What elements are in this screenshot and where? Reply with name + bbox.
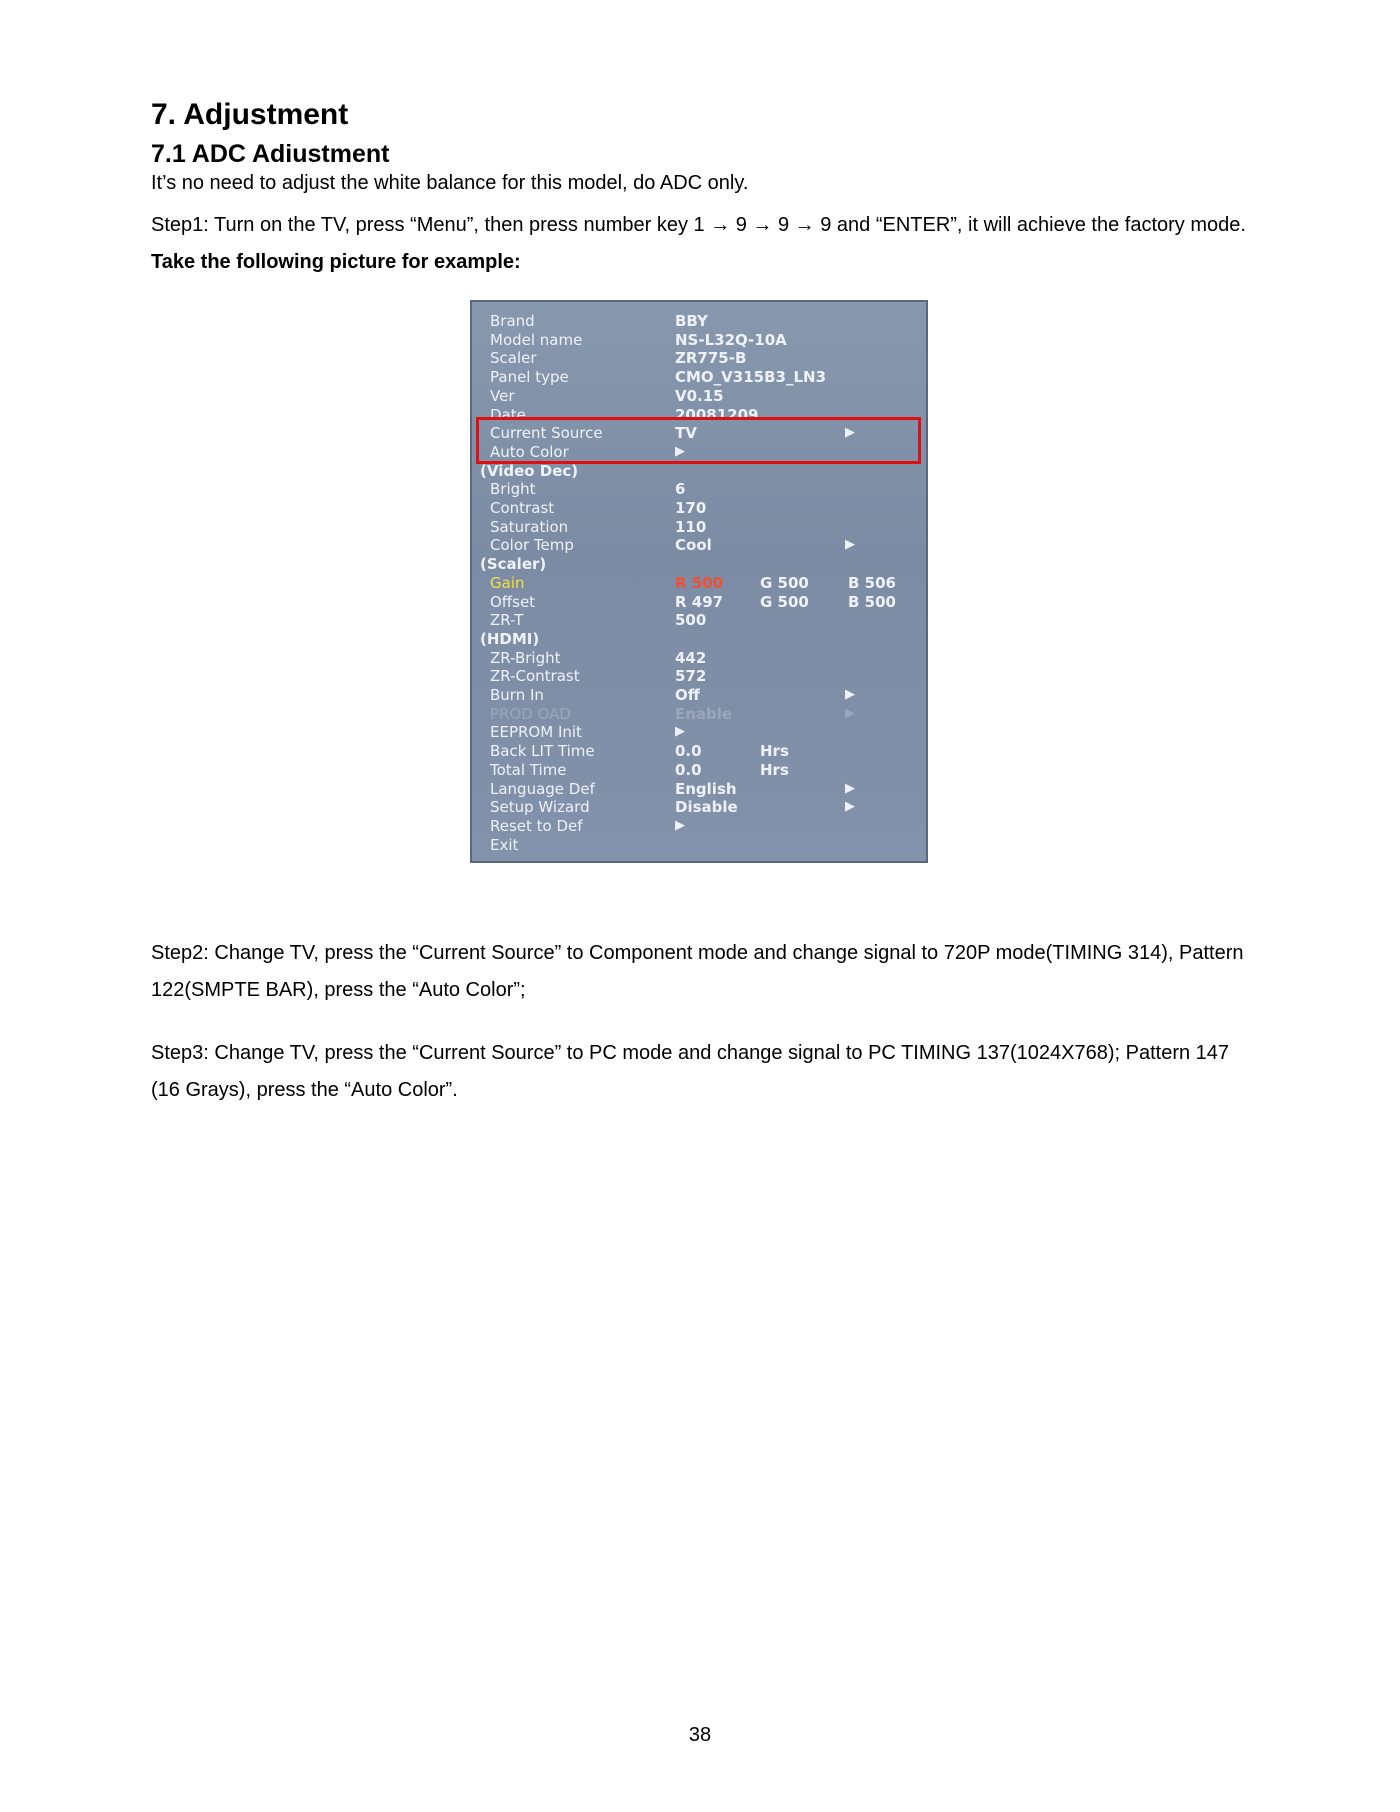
osd-row-label: Panel type <box>490 368 569 387</box>
osd-row-label: Ver <box>490 386 515 405</box>
osd-row-value: 500 <box>675 611 707 630</box>
osd-row-label: Offset <box>490 592 536 611</box>
osd-row <box>470 499 928 517</box>
osd-row <box>470 723 928 741</box>
osd-row-value: 442 <box>675 648 707 667</box>
osd-row-label: Scaler <box>490 349 537 368</box>
osd-row-label: PROD OAD <box>490 704 571 723</box>
osd-row-value-2: Hrs <box>760 760 789 779</box>
factory-menu-photo <box>470 300 928 863</box>
osd-row <box>470 667 928 685</box>
step1-text: Step1: Turn on the TV, press “Menu”, then press number key 1 → 9 → 9 → 9 and “ENTER”, it will achieve the factory mode. <box>151 213 1246 236</box>
osd-row <box>470 705 928 723</box>
arrow-right-icon: ▶ <box>675 443 685 459</box>
osd-row-label: Language Def <box>490 779 595 798</box>
osd-row <box>470 798 928 816</box>
osd-row <box>470 368 928 386</box>
osd-row-value: Cool <box>675 536 712 555</box>
osd-row-value: TV <box>675 424 697 443</box>
osd-row-label: Reset to Def <box>490 816 583 835</box>
osd-row <box>470 761 928 779</box>
osd-row <box>470 555 928 573</box>
osd-row-label: Back LIT Time <box>490 742 595 761</box>
osd-row <box>470 574 928 592</box>
osd-row <box>470 349 928 367</box>
step2-paragraph: Step2: Change TV, press the “Current Source” to Component mode and change signal to 720P mode(TIMING 314), Pattern 122(SMPTE BAR), press the “Auto Color”; <box>151 942 1244 1001</box>
osd-row-label: Setup Wizard <box>490 798 590 817</box>
arrow-right-icon: ▶ <box>845 780 855 796</box>
factory-menu-osd <box>470 300 928 863</box>
arrow-right-icon: ▶ <box>845 425 855 441</box>
osd-row <box>470 611 928 629</box>
osd-row-label: Gain <box>490 573 525 592</box>
arrow-right-icon: ▶ <box>845 537 855 553</box>
osd-row-label: Exit <box>490 835 519 854</box>
osd-row-value: 20081209 <box>675 405 759 424</box>
osd-row <box>470 686 928 704</box>
osd-row <box>470 649 928 667</box>
osd-row-value: ZR775-B <box>675 349 747 368</box>
osd-row-label: Burn In <box>490 686 544 704</box>
page-number: 38 <box>688 1724 712 1746</box>
step3-paragraph: Step3: Change TV, press the “Current Source” to PC mode and change signal to PC TIMING 137(1024X768); Pattern 147 (16 Grays), press the “Auto Color”. <box>151 1042 1230 1101</box>
osd-row-label: Bright <box>490 480 536 499</box>
osd-row-value: BBY <box>675 312 708 330</box>
osd-row-label: Model name <box>490 330 583 349</box>
osd-row-value: R 497 <box>675 592 724 611</box>
osd-row <box>470 630 928 648</box>
osd-row-label: Saturation <box>490 517 569 536</box>
osd-row-value: Off <box>675 686 700 704</box>
highlight-box <box>476 417 921 464</box>
heading-adc-adjustment: 7.1 ADC Adiustment <box>151 140 390 168</box>
osd-row <box>470 331 928 349</box>
osd-row <box>470 742 928 760</box>
osd-row-label: (Video Dec) <box>480 461 579 480</box>
arrow-right-icon: ▶ <box>845 705 855 721</box>
osd-row-label: ZR-Bright <box>490 648 561 667</box>
osd-row-value: 6 <box>675 480 686 499</box>
osd-row <box>470 462 928 480</box>
osd-row <box>470 593 928 611</box>
osd-row-label: Color Temp <box>490 536 574 555</box>
osd-row-value: 0.0 <box>675 742 702 761</box>
osd-row-value-2: G 500 <box>760 592 809 611</box>
intro-text: It’s no need to adjust the white balance for this model, do ADC only. <box>151 171 749 194</box>
osd-row-value: 0.0 <box>675 760 702 779</box>
osd-row-value-3: B 500 <box>848 592 896 611</box>
osd-row-label: EEPROM Init <box>490 723 582 742</box>
osd-row <box>470 817 928 835</box>
osd-row-value: Disable <box>675 798 738 817</box>
osd-row-label: Contrast <box>490 499 555 517</box>
osd-row-label: (Scaler) <box>480 555 547 574</box>
osd-row-value: V0.15 <box>675 386 724 405</box>
step1-bold-text: Take the following picture for example: <box>151 250 521 273</box>
step1-paragraph <box>151 207 1261 281</box>
osd-row-label: Auto Color <box>490 442 569 461</box>
osd-row-label: Current Source <box>490 424 603 443</box>
osd-row-value: 110 <box>675 517 707 536</box>
osd-row-label: Date <box>490 405 526 424</box>
steps-section <box>151 935 1261 1135</box>
arrow-right-icon: ▶ <box>675 724 685 740</box>
arrow-right-icon: ▶ <box>675 817 685 833</box>
osd-row <box>470 387 928 405</box>
osd-row-value: CMO_V315B3_LN3 <box>675 368 827 387</box>
heading-adjustment: 7. Adjustment <box>151 98 349 131</box>
osd-row-label: Total Time <box>490 760 567 779</box>
osd-row-label: ZR-T <box>490 611 524 630</box>
osd-row-value: 170 <box>675 499 707 517</box>
osd-row-value-2: G 500 <box>760 573 809 592</box>
osd-row-value: English <box>675 779 737 798</box>
osd-row <box>470 536 928 554</box>
osd-row-value: Enable <box>675 704 733 723</box>
arrow-right-icon: ▶ <box>845 799 855 815</box>
osd-row <box>470 312 928 330</box>
arrow-right-icon: ▶ <box>845 687 855 702</box>
osd-row <box>470 480 928 498</box>
osd-row <box>470 780 928 798</box>
osd-row-label: ZR-Contrast <box>490 667 580 686</box>
osd-row <box>470 836 928 854</box>
osd-row-value: R 500 <box>675 573 724 592</box>
osd-row-value-3: B 506 <box>848 573 896 592</box>
osd-row-value-2: Hrs <box>760 742 789 761</box>
osd-row-label: Brand <box>490 312 535 330</box>
osd-row-value: NS-L32Q-10A <box>675 330 787 349</box>
page-content <box>151 98 1261 281</box>
osd-row-label: (HDMI) <box>480 629 540 648</box>
osd-row-value: 572 <box>675 667 707 686</box>
osd-row <box>470 518 928 536</box>
